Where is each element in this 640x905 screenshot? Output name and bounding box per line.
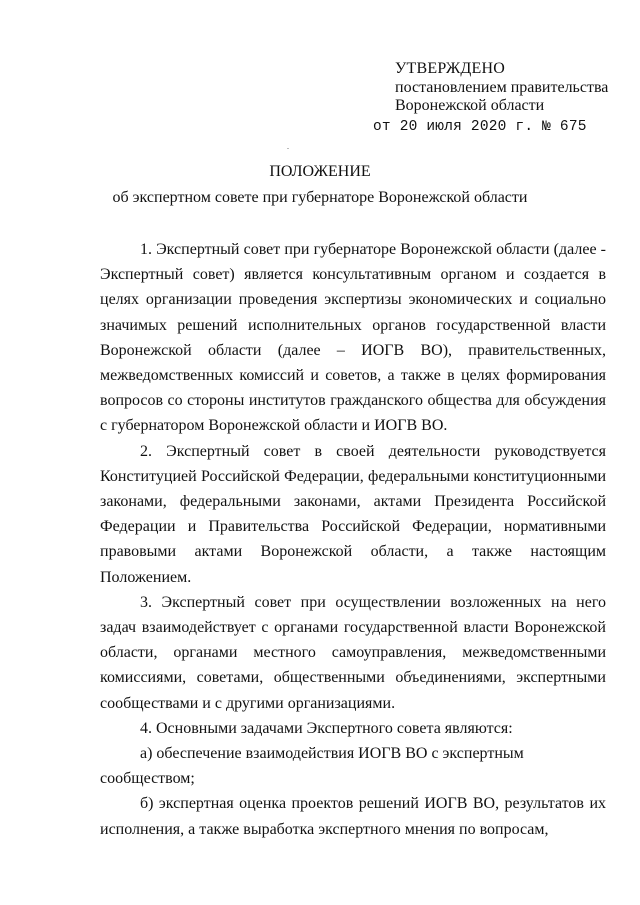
paragraph-4b: б) экспертная оценка проектов решений ИОГВ ВО, результатов их исполнения, а также выработка экспертного мнения по вопросам, bbox=[100, 795, 606, 838]
approval-line-1: постановлением правительства bbox=[395, 78, 609, 96]
paragraph-4: 4. Основными задачами Экспертного совета являются: bbox=[140, 719, 513, 737]
paragraph-4a: а) обеспечение взаимодействия ИОГВ ВО с экспертным сообществом; bbox=[100, 745, 524, 788]
paragraph-2: 2. Экспертный совет в своей деятельности руководствуется Конституцией Российской Федерации, федеральными конституционными законами, федеральными законами, актами Президента Российской Федерации и Правительства Российской Федерации, нормативными правовыми актами Воронежской области, а также настоящим Положением. bbox=[100, 442, 606, 586]
approval-block bbox=[373, 60, 635, 135]
document-body bbox=[100, 237, 606, 842]
paragraph-3: 3. Экспертный совет при осуществлении возложенных на него задач взаимодействует с органами государственной власти Воронежской области, органами местного самоуправления, межведомственными комиссиями, советами, общественными объединениями, экспертными сообществами и с другими организациями. bbox=[100, 593, 606, 712]
document-subtitle: об экспертном совете при губернаторе Воронежской области bbox=[112, 189, 528, 206]
paragraph-1: 1. Экспертный совет при губернаторе Воронежской области (далее - Экспертный совет) является консультативным органом и создается в целях организации проведения экспертизы экономических и социально значимых решений исполнительных органов государственной власти Воронежской области (далее – ИОГВ ВО), правительственных, межведомственных комиссий и советов, а также в целях формирования вопросов со стороны институтов гражданского общества для обсуждения с губернатором Воронежской области и ИОГВ ВО. bbox=[100, 241, 606, 435]
approval-stamp: УТВЕРЖДЕНО bbox=[395, 60, 506, 77]
approval-line-2: Воронежской области bbox=[395, 97, 545, 114]
document-title: ПОЛОЖЕНИЕ bbox=[269, 163, 371, 180]
approval-date: от 20 июля 2020 г. № 675 bbox=[373, 119, 587, 135]
scan-mark bbox=[287, 148, 289, 149]
